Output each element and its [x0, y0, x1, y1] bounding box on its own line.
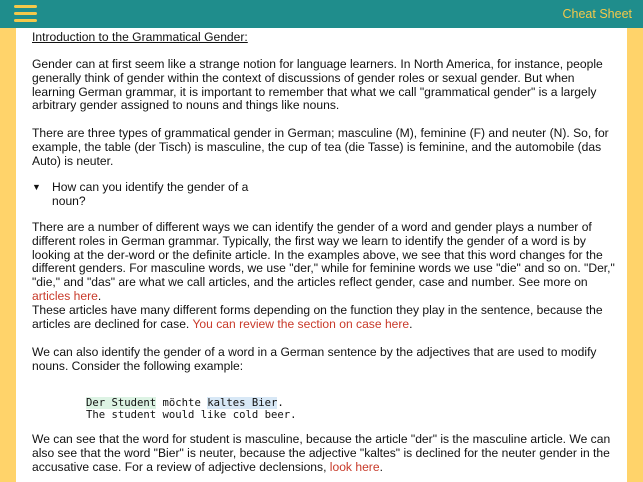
menu-icon[interactable]: [14, 5, 37, 23]
paragraph-conclusion: We can see that the word for student is masculine, because the article "der" is the masculine article. We can also see that the word "Bier" is neuter, because the adjective "kaltes" is declined for the neuter gender in the accusative case. For a review of adjective declensions, look here.: [32, 432, 611, 474]
paragraph-adjectives: We can also identify the gender of a word in a German sentence by the adjectives that are used to modify nouns. Consider the following example:: [32, 345, 597, 373]
disclosure-triangle-icon: ▼: [32, 182, 41, 192]
case-review-link[interactable]: You can review the section on case here: [192, 316, 410, 331]
cheat-sheet-button[interactable]: Cheat Sheet: [562, 7, 632, 21]
highlight-adjective-noun: kaltes Bier: [207, 397, 278, 409]
example-english: The student would like cold beer.: [86, 409, 297, 421]
paragraph-case: These articles have many different forms depending on the function they play in the sentence, because the articles are declined for case. You can review the section on case here.: [32, 303, 603, 331]
example-german: Der Student möchte kaltes Bier.: [86, 397, 284, 409]
highlight-article-noun: Der Student: [86, 397, 157, 409]
paragraph-articles: There are a number of different ways we can identify the gender of a word and gender plays a number of different roles in German grammar. Typically, the first way we learn to identify the gender of a word is by looking at the der-word or the definite article. In the examples above, we see that this word changes for the different genders. For masculine words, we use "der," while for feminine words we use "die" and so on. "Der," "die," and "das" are what we call articles, and the articles reflect gender, case and number. See more on articles here.: [32, 220, 615, 303]
articles-link[interactable]: articles here: [32, 288, 98, 303]
toggle-label: How can you identify the gender of a noun?: [52, 180, 249, 208]
content-panel: [16, 28, 627, 482]
top-bar: [0, 0, 643, 28]
paragraph-intro: Gender can at first seem like a strange notion for language learners. In North America, for instance, people generally think of gender within the context of discussions of gender roles or sexual gender. But when learning German grammar, it is important to remember that what we call "grammatical gender" is a largely arbitrary gender assigned to nouns and things like nouns.: [32, 57, 603, 113]
section-heading: Introduction to the Grammatical Gender:: [32, 30, 248, 44]
adjective-declensions-link[interactable]: look here: [329, 459, 380, 474]
paragraph-gender-types: There are three types of grammatical gender in German; masculine (M), feminine (F) and neuter (N). So, for example, the table (der Tisch) is masculine, the cup of tea (die Tasse) is feminine, and the automobile (das Auto) is neuter.: [32, 126, 609, 168]
